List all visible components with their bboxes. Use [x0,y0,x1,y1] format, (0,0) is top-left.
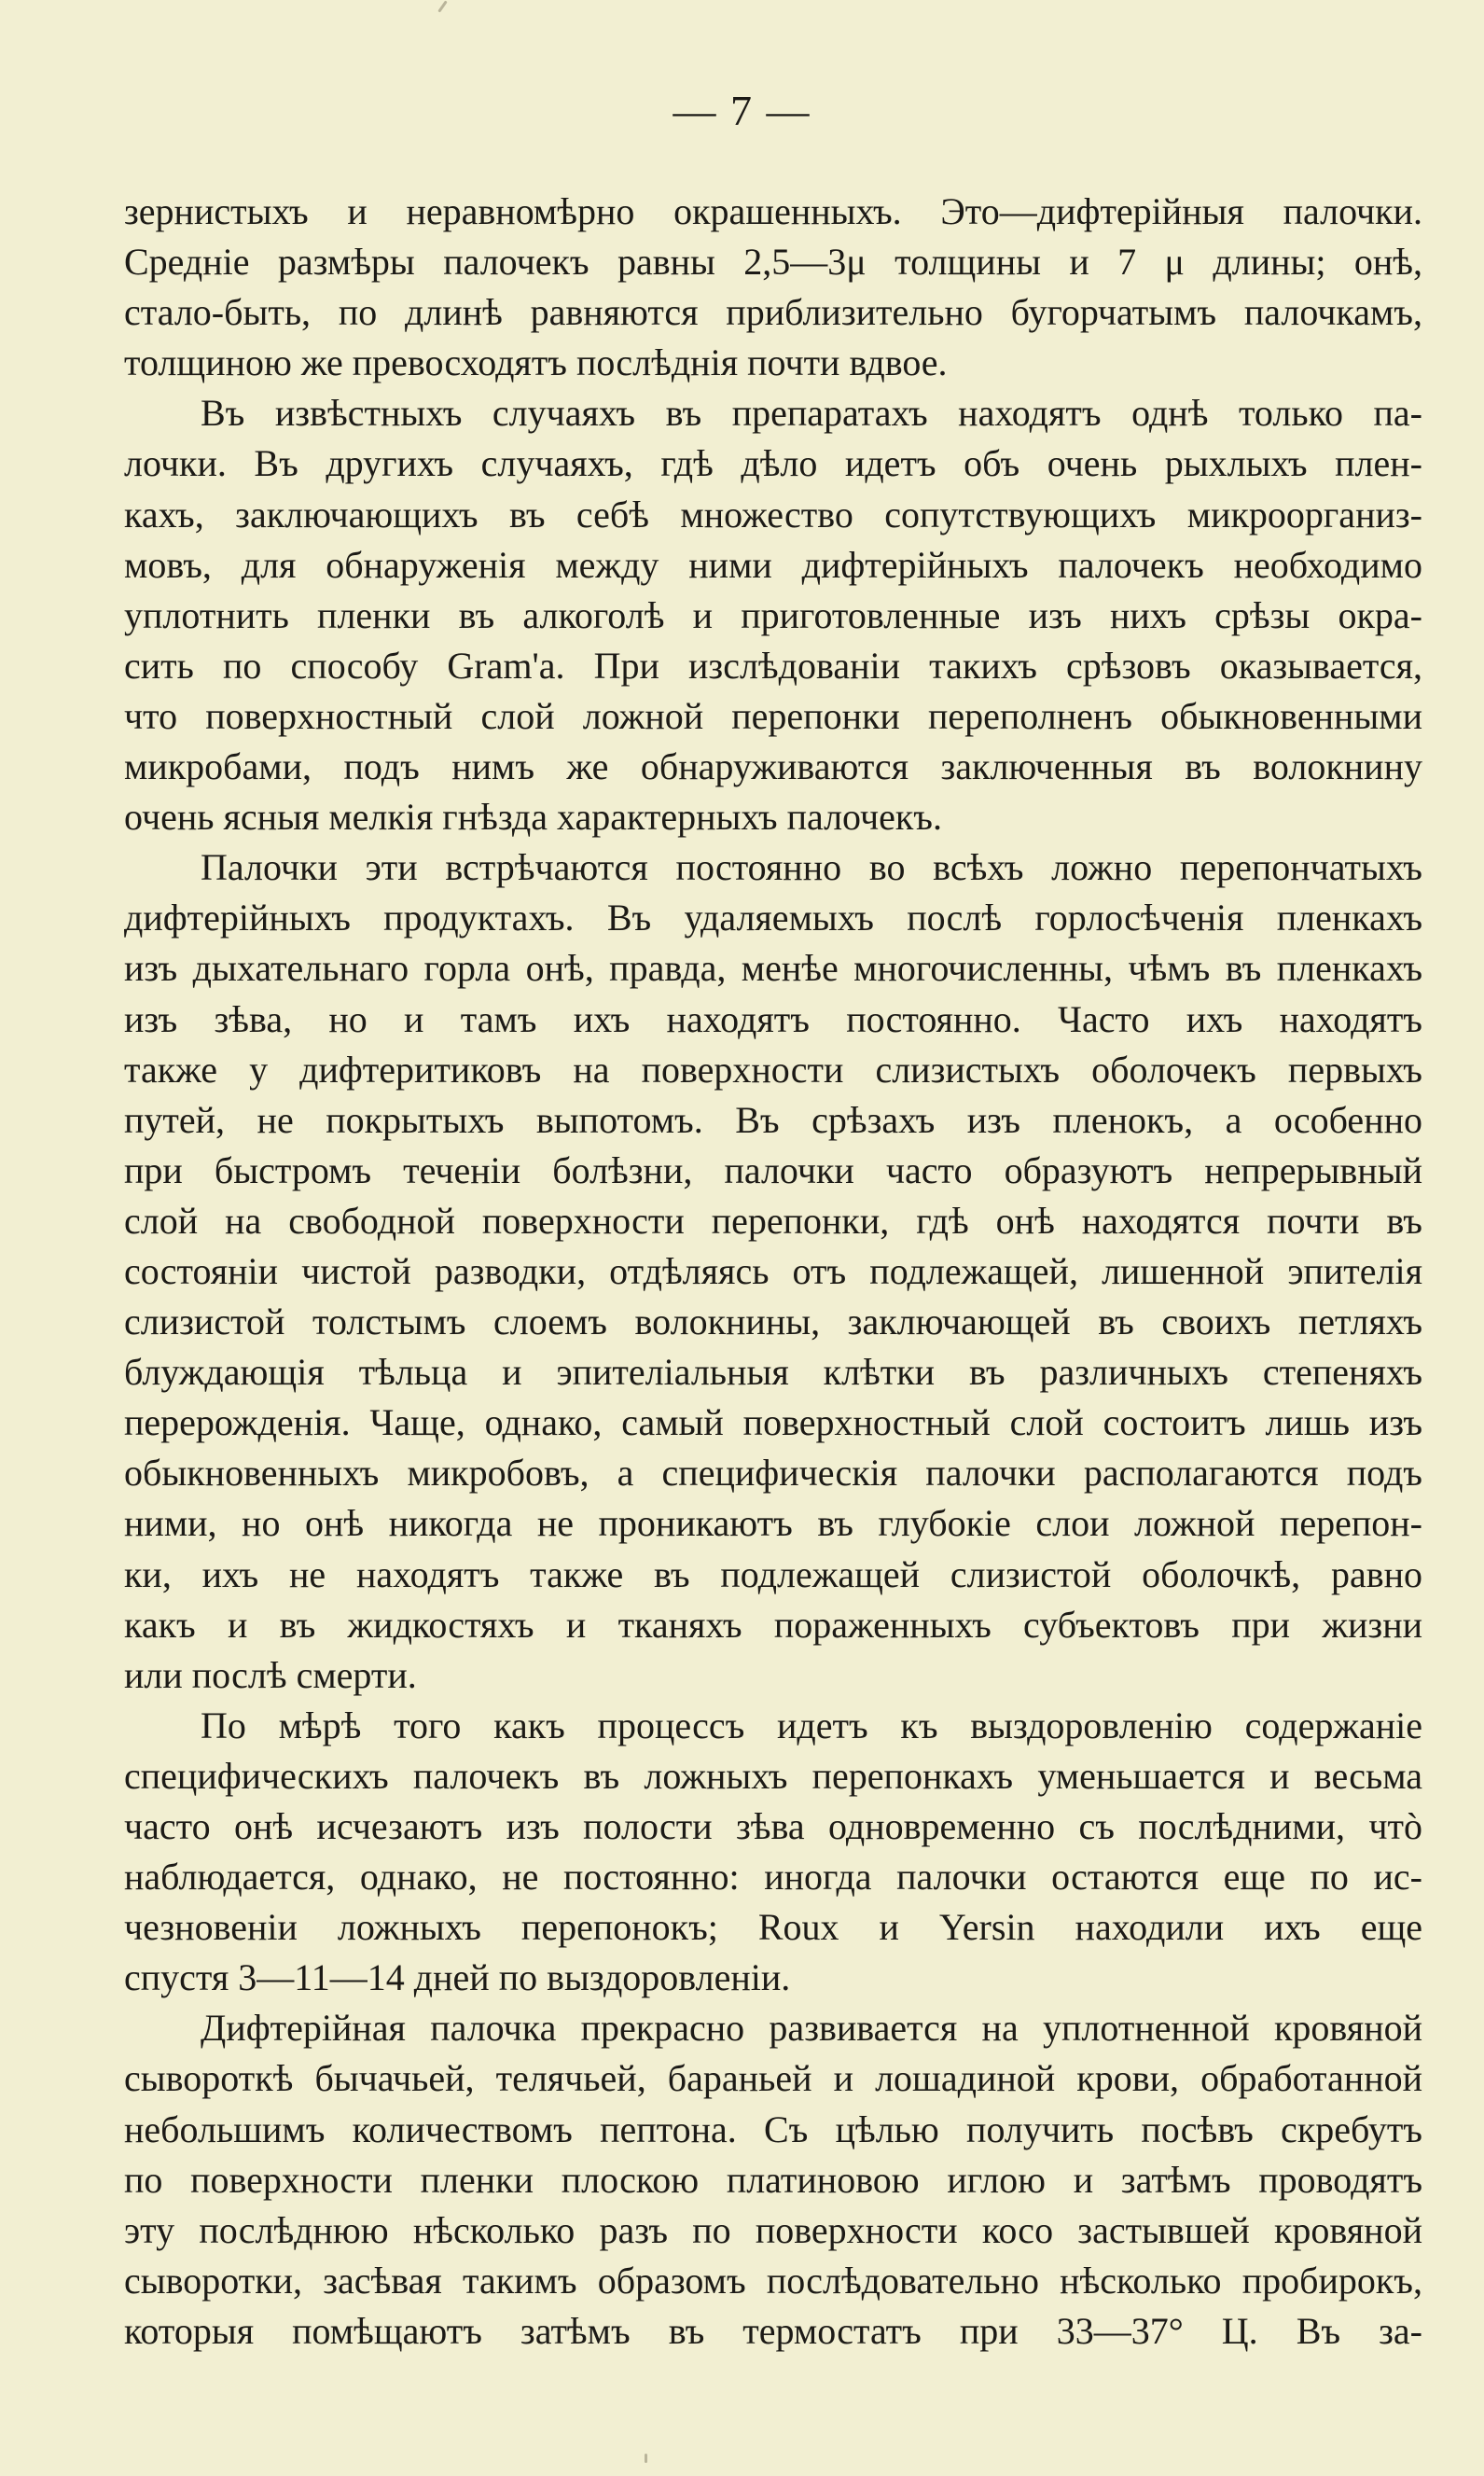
text-line: какъ и въ жидкостяхъ и тканяхъ пораженныхъ субъектовъ при жизни [124,1603,1422,1646]
text-line: обыкновенныхъ микробовъ, а специфическiя палочки располагаются подъ [124,1452,1422,1495]
text-line: также у дифтеритиковъ на поверхности слизистыхъ оболочекъ первыхъ [124,1048,1422,1091]
text-line: микробами, подъ нимъ же обнаруживаются заключенныя въ волокнину [124,745,1422,788]
text-line: что поверхностный слой ложной перепонки переполненъ обыкновенными [124,694,1422,737]
text-line: блуждающiя тѣльца и эпителiальныя клѣтки въ различныхъ степеняхъ [124,1351,1422,1394]
text-line: специфическихъ палочекъ въ ложныхъ перепонкахъ уменьшается и весьма [124,1754,1422,1797]
text-line: Палочки эти встрѣчаются постоянно во всѣхъ ложно перепончатыхъ [201,846,1422,889]
paragraph [124,842,1422,1701]
text-line: Дифтерiйная палочка прекрасно развивается на уплотненной кровяной [201,2007,1422,2050]
text-line: изъ дыхательнаго горла онѣ, правда, менѣе многочисленны, чѣмъ въ пленкахъ [124,947,1422,990]
text-line: слизистой толстымъ слоемъ волокнины, заключающей въ своихъ петляхъ [124,1301,1422,1343]
text-line: ними, но онѣ никогда не проникаютъ въ глубокiе слои ложной перепон- [124,1502,1422,1545]
text-line: мовъ, для обнаруженiя между ними дифтерiйныхъ палочекъ необходимо [124,543,1422,586]
text-line: состоянiи чистой разводки, отдѣляясь отъ подлежащей, лишенной эпителiя [124,1249,1422,1292]
text-line: Среднiе размѣры палочекъ равны 2,5—3μ толщины и 7 μ длины; онѣ, [124,241,1422,284]
paragraph [124,1701,1422,2004]
paragraph [124,187,1422,388]
text-line: сить по способу Gram'а. При изслѣдованiи такихъ срѣзовъ оказывается, [124,644,1422,687]
text-line: Въ извѣстныхъ случаяхъ въ препаратахъ находятъ однѣ только па- [201,392,1422,435]
text-line: кахъ, заключающихъ въ себѣ множество сопутствующихъ микроорганиз- [124,493,1422,536]
paragraph [124,388,1422,842]
text-line: сыворотки, засѣвая такимъ образомъ послѣдовательно нѣсколько пробирокъ, [124,2259,1422,2302]
text-line: зернистыхъ и неравномѣрно окрашенныхъ. Это—дифтерiйныя палочки. [124,190,1422,232]
text-line: или послѣ смерти. [124,1653,417,1696]
scan-smudge [437,0,447,12]
text-line: спустя 3—11—14 дней по выздоровленiи. [124,1956,791,1999]
text-line: очень ясныя мелкiя гнѣзда характерныхъ палочекъ. [124,796,942,839]
text-line: лочки. Въ другихъ случаяхъ, гдѣ дѣло идетъ объ очень рыхлыхъ плен- [124,442,1422,485]
text-line: стало-быть, по длинѣ равняются приблизительно бугорчатымъ палочкамъ, [124,291,1422,334]
text-line: перерожденiя. Чаще, однако, самый поверхностный слой состоитъ лишь изъ [124,1401,1422,1444]
paragraph [124,2003,1422,2357]
text-line: по поверхности пленки плоскою платиновою иглою и затѣмъ проводятъ [124,2158,1422,2201]
text-line: дифтерiйныхъ продуктахъ. Въ удаляемыхъ послѣ горлосѣченiя пленкахъ [124,897,1422,939]
body-text [124,187,1422,2357]
page-number: — 7 — [673,87,811,134]
scan-smudge [645,2454,647,2463]
text-line: сывороткѣ бычачьей, телячьей, бараньей и лошадиной крови, обработанной [124,2057,1422,2100]
text-line: уплотнить пленки въ алкоголѣ и приготовленные изъ нихъ срѣзы окра- [124,593,1422,636]
text-line: путей, не покрытыхъ выпотомъ. Въ срѣзахъ изъ пленокъ, а особенно [124,1098,1422,1141]
text-line: при быстромъ теченiи болѣзни, палочки часто образуютъ непрерывный [124,1148,1422,1191]
text-line: толщиною же превосходятъ послѣднiя почти вдвое. [124,341,948,384]
text-line: слой на свободной поверхности перепонки, гдѣ онѣ находятся почти въ [124,1199,1422,1242]
text-line: эту послѣднюю нѣсколько разъ по поверхности косо застывшей кровяной [124,2208,1422,2251]
text-line: ки, ихъ не находятъ также въ подлежащей слизистой оболочкѣ, равно [124,1552,1422,1595]
text-line: По мѣрѣ того какъ процессъ идетъ къ выздоровленiю содержанiе [201,1704,1422,1746]
text-line: чезновенiи ложныхъ перепонокъ; Roux и Yersin находили ихъ еще [124,1906,1422,1949]
text-line: небольшимъ количествомъ пептона. Съ цѣлью получить посѣвъ скребутъ [124,2107,1422,2150]
text-line: часто онѣ исчезаютъ изъ полости зѣва одновременно съ послѣдними, чтò [124,1805,1422,1847]
text-line: наблюдается, однако, не постоянно: иногда палочки остаются еще по ис- [124,1856,1422,1899]
text-line: изъ зѣва, но и тамъ ихъ находятъ постоянно. Часто ихъ находятъ [124,997,1422,1040]
text-line: которыя помѣщаютъ затѣмъ въ термостатъ при 33—37° Ц. Въ за- [124,2309,1422,2352]
